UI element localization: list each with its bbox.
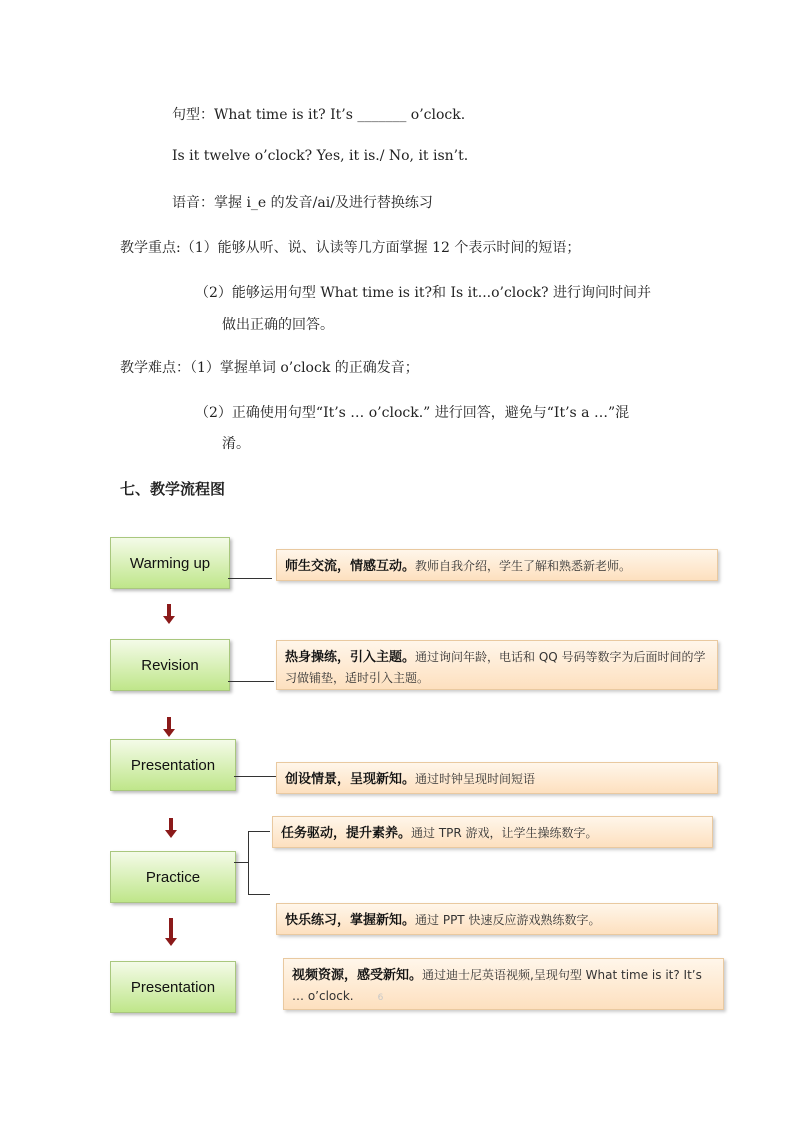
- arrow-down-icon: [165, 918, 177, 946]
- desc-title: 热身操练，引入主题。: [285, 650, 416, 665]
- desc-text: 通过 PPT 快速反应游戏熟练数字。: [415, 913, 601, 927]
- desc-box: [272, 816, 713, 848]
- desc-text: 通过 TPR 游戏，让学生操练数字。: [411, 826, 598, 840]
- stage-revision: [110, 639, 230, 691]
- difficulty-line: 教学难点：（1）掌握单词 o’clock 的正确发音；: [120, 360, 419, 376]
- stage-presentation-2: [110, 961, 236, 1013]
- section-title: 七、教学流程图: [120, 480, 226, 498]
- desc-title: 任务驱动，提升素养。: [281, 826, 412, 841]
- page-mark: 6: [377, 993, 384, 1003]
- desc-title: 创设情景，呈现新知。: [285, 772, 416, 787]
- connector-line: [228, 681, 274, 682]
- desc-title: 师生交流，情感互动。: [285, 559, 416, 574]
- stage-presentation: [110, 739, 236, 791]
- connector-line: [234, 862, 248, 863]
- desc-box: [276, 549, 718, 581]
- difficulty-2-line: （2）正确使用句型“It’s … o’clock.” 进行回答，避免与“It’s a …”混: [195, 405, 630, 421]
- desc-title: 快乐练习，掌握新知。: [285, 913, 416, 928]
- desc-title: 视频资源，感受新知。: [292, 968, 423, 983]
- connector-line: [228, 578, 272, 579]
- desc-text: 通过时钟呈现时间短语: [415, 772, 536, 786]
- desc-box: [283, 958, 724, 1010]
- stage-label: Practice: [145, 868, 201, 886]
- key-point-2-cont: 做出正确的回答。: [222, 317, 334, 333]
- stage-warming-up: [110, 537, 230, 589]
- arrow-down-icon: [165, 818, 177, 838]
- desc-text: 通过询问年龄，电话和 QQ 号码等数字为后面时间的学习做铺垫，适时引入主题。: [285, 650, 706, 685]
- stage-label: Presentation: [130, 978, 216, 996]
- stage-practice: [110, 851, 236, 903]
- desc-box: [276, 762, 718, 794]
- arrow-down-icon: [163, 717, 175, 737]
- desc-box: [276, 903, 718, 935]
- connector-line: [248, 894, 270, 895]
- difficulty-2-cont: 淆。: [222, 436, 250, 452]
- stage-label: Revision: [141, 656, 199, 674]
- stage-label: Warming up: [129, 554, 211, 572]
- key-point-2-line: （2）能够运用句型 What time is it?和 Is it...o’clock? 进行询问时间并: [195, 285, 651, 301]
- question-line: Is it twelve o’clock? Yes, it is./ No, it isn’t.: [172, 148, 469, 164]
- desc-text: 教师自我介绍，学生了解和熟悉新老师。: [415, 559, 632, 573]
- sentence-pattern-line: 句型：What time is it? It’s _______ o’clock.: [172, 107, 466, 123]
- arrow-down-icon: [163, 604, 175, 624]
- phonics-line: 语音：掌握 i_e 的发音/ai/及进行替换练习: [172, 195, 433, 211]
- connector-line: [248, 831, 270, 832]
- connector-line: [248, 831, 249, 894]
- key-point-line: 教学重点:（1）能够从听、说、认读等几方面掌握 12 个表示时间的短语；: [120, 240, 581, 256]
- desc-text: 通过迪士尼英语视频,呈现句型 What time is it? It’s … o’clock.: [292, 968, 702, 1003]
- connector-line: [234, 776, 276, 777]
- stage-label: Presentation: [130, 756, 216, 774]
- desc-box: [276, 640, 718, 690]
